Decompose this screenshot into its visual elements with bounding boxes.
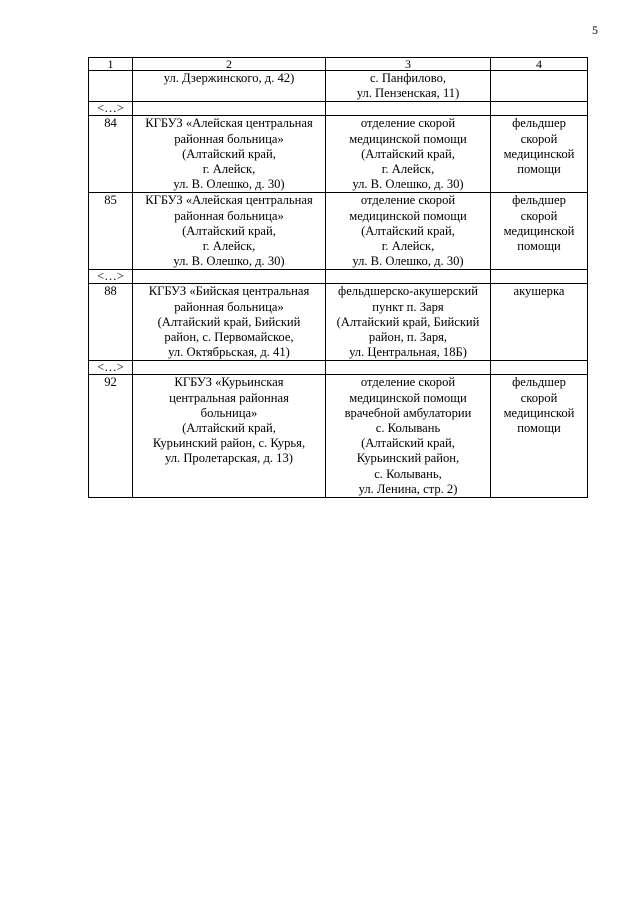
row-number-cell: 84 xyxy=(89,116,133,193)
row-number-cell: 92 xyxy=(89,375,133,498)
institution-cell xyxy=(133,375,326,498)
cell-line: фельдшер xyxy=(512,193,566,208)
institution-cell xyxy=(133,116,326,193)
omission-marker: <…> xyxy=(89,361,133,375)
cell-line: КГБУЗ «Алейская центральная xyxy=(145,193,313,208)
staff-positions-table xyxy=(88,57,588,498)
row-number-cell xyxy=(89,71,133,102)
column-header-3: 3 xyxy=(326,58,491,71)
cell-line: больница» xyxy=(200,405,258,420)
unit-cell xyxy=(326,116,491,193)
cell-line: фельдшер xyxy=(512,116,566,131)
cell-line: с. Панфилово, xyxy=(369,71,447,85)
row-number-cell: 88 xyxy=(89,284,133,361)
row-number-cell: 85 xyxy=(89,193,133,270)
column-header-2: 2 xyxy=(133,58,326,71)
cell-line: медицинской xyxy=(503,223,575,238)
cell-line: районная больница» xyxy=(174,131,284,146)
continuation-row xyxy=(89,71,588,102)
cell-line: КГБУЗ «Бийская центральная xyxy=(148,284,310,299)
cell-line: ул. В. Олешко, д. 30) xyxy=(173,254,285,269)
column-header-1: 1 xyxy=(89,58,133,71)
position-cell xyxy=(491,375,588,498)
cell-line: отделение скорой xyxy=(360,116,456,131)
table-header-row xyxy=(89,58,588,71)
position-cell xyxy=(491,116,588,193)
cell-line: ул. Пензенская, 11) xyxy=(356,86,460,101)
omission-row xyxy=(89,361,588,375)
cell-line: район, п. Заря, xyxy=(368,330,448,345)
cell-line: ул. Пролетарская, д. 13) xyxy=(165,451,293,466)
cell-line: ул. Дзержинского, д. 42) xyxy=(163,71,295,85)
cell-line: врачебной амбулатории xyxy=(344,405,472,420)
cell-line: отделение скорой xyxy=(360,193,456,208)
cell-line: медицинской помощи xyxy=(349,208,467,223)
cell-line: помощи xyxy=(517,239,561,254)
cell-line: пункт п. Заря xyxy=(372,299,444,314)
cell-line: г. Алейск, xyxy=(202,162,256,177)
position-cell xyxy=(491,193,588,270)
cell-line: КГБУЗ «Курьинская xyxy=(174,375,284,390)
cell-line: (Алтайский край, Бийский xyxy=(157,314,301,329)
table-row xyxy=(89,284,588,361)
cell-line: помощи xyxy=(517,162,561,177)
unit-cell xyxy=(326,284,491,361)
cell-line: скорой xyxy=(520,390,558,405)
cell-line: КГБУЗ «Алейская центральная xyxy=(145,116,313,131)
cell-line: с. Колывань xyxy=(375,421,441,436)
cell-line: центральная районная xyxy=(169,390,289,405)
table-row xyxy=(89,375,588,498)
cell-line: ул. Ленина, стр. 2) xyxy=(358,481,458,496)
table-row xyxy=(89,116,588,193)
cell-line: (Алтайский край, xyxy=(182,223,276,238)
cell-line: фельдшер xyxy=(512,375,566,390)
cell-line: с. Колывань, xyxy=(374,466,442,481)
page-number: 5 xyxy=(592,23,598,37)
cell-line: фельдшерско-акушерский xyxy=(338,284,478,299)
column-header-4: 4 xyxy=(491,58,588,71)
cell-line: (Алтайский край, xyxy=(361,223,455,238)
omission-row xyxy=(89,270,588,284)
position-cell xyxy=(491,284,588,361)
cell-line: ул. В. Олешко, д. 30) xyxy=(352,254,464,269)
cell-line: г. Алейск, xyxy=(381,239,435,254)
cell-line: ул. Октябрьская, д. 41) xyxy=(168,345,290,360)
table-row xyxy=(89,193,588,270)
omission-row xyxy=(89,102,588,116)
institution-cell xyxy=(133,71,326,102)
omission-marker: <…> xyxy=(89,270,133,284)
cell-line: ул. В. Олешко, д. 30) xyxy=(352,177,464,192)
cell-line: ул. В. Олешко, д. 30) xyxy=(173,177,285,192)
cell-line: медицинской xyxy=(503,146,575,161)
cell-line: (Алтайский край, xyxy=(361,436,455,451)
cell-line: районная больница» xyxy=(174,299,284,314)
institution-cell xyxy=(133,193,326,270)
unit-cell xyxy=(326,375,491,498)
position-cell xyxy=(491,71,588,102)
cell-line: медицинской помощи xyxy=(349,390,467,405)
cell-line: медицинской помощи xyxy=(349,131,467,146)
cell-line: район, с. Первомайское, xyxy=(164,330,294,345)
cell-line: Курьинский район, с. Курья, xyxy=(152,436,306,451)
cell-line: помощи xyxy=(517,421,561,436)
cell-line: (Алтайский край, Бийский xyxy=(336,314,480,329)
cell-line: (Алтайский край, xyxy=(182,146,276,161)
cell-line: г. Алейск, xyxy=(202,239,256,254)
cell-line: Курьинский район, xyxy=(356,451,460,466)
cell-line: ул. Центральная, 18Б) xyxy=(349,345,467,360)
institution-cell xyxy=(133,284,326,361)
cell-line: (Алтайский край, xyxy=(182,421,276,436)
cell-line: скорой xyxy=(520,208,558,223)
unit-cell xyxy=(326,71,491,102)
omission-marker: <…> xyxy=(89,102,133,116)
cell-line: акушерка xyxy=(513,284,565,299)
cell-line: районная больница» xyxy=(174,208,284,223)
cell-line: отделение скорой xyxy=(360,375,456,390)
cell-line: (Алтайский край, xyxy=(361,146,455,161)
cell-line: г. Алейск, xyxy=(381,162,435,177)
unit-cell xyxy=(326,193,491,270)
cell-line: скорой xyxy=(520,131,558,146)
cell-line: медицинской xyxy=(503,405,575,420)
